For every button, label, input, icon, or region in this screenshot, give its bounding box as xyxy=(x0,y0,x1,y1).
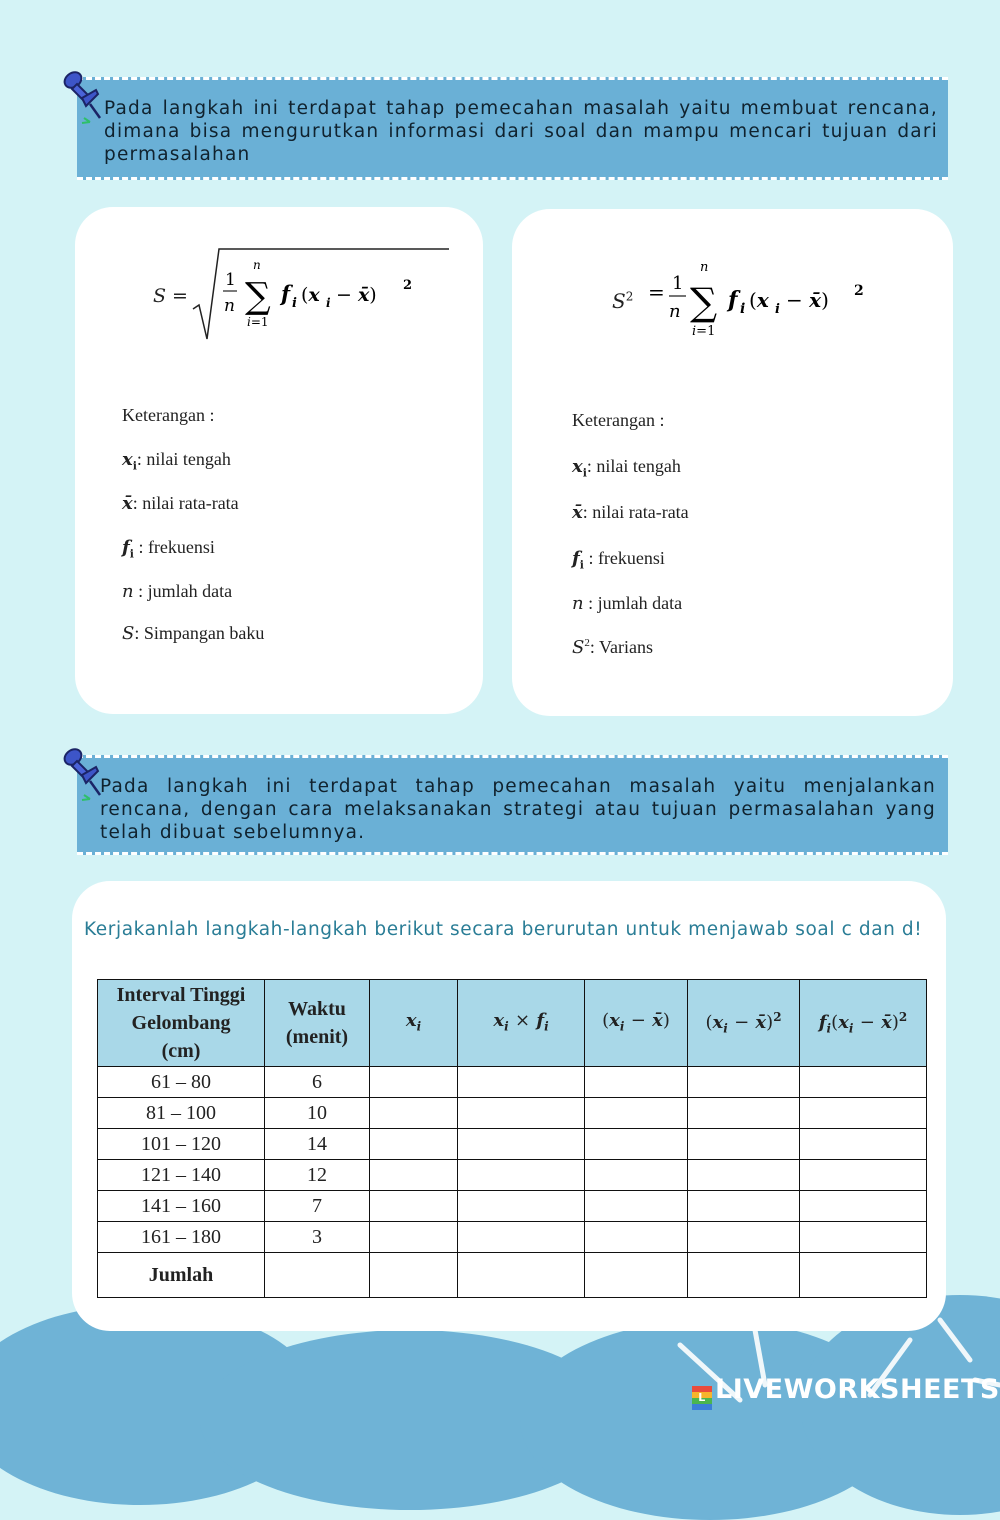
variance-formula-lhs: $S^2$ xyxy=(612,289,634,313)
legend-s: S: Simpangan baku xyxy=(122,623,265,644)
header-deviation-squared: ($x_i$ − x̄)$^2$ xyxy=(688,980,800,1067)
fi-deviation-squared-input-cell[interactable] xyxy=(800,1129,927,1160)
svg-text:(x: (x xyxy=(301,284,320,306)
fi-deviation-squared-input-cell[interactable] xyxy=(800,1191,927,1222)
xi-fi-input-cell[interactable] xyxy=(458,1191,585,1222)
svg-text:n: n xyxy=(224,296,235,316)
table-row xyxy=(98,1191,927,1222)
execute-banner-text: Pada langkah ini terdapat tahap pemecahan masalah yaitu menjalankan rencana, dengan cara melaksanakan strategi atau tujuan permasalahan yang telah dibuat sebelumnya. xyxy=(100,776,936,843)
legend-xi: $x_i$: nilai tengah xyxy=(122,449,231,473)
svg-text:=: = xyxy=(648,280,665,304)
xi-fi-input-cell[interactable] xyxy=(458,1129,585,1160)
variance-formula xyxy=(612,255,912,345)
total-waktu-input-cell[interactable] xyxy=(265,1253,370,1298)
xi-fi-input-cell[interactable] xyxy=(458,1160,585,1191)
header-xi: $x_i$ xyxy=(370,980,458,1067)
interval-cell: 81 – 100 xyxy=(98,1098,265,1129)
std-dev-card xyxy=(75,207,483,714)
deviation-input-cell[interactable] xyxy=(585,1098,688,1129)
std-dev-keterangan xyxy=(122,405,442,665)
deviation-input-cell[interactable] xyxy=(585,1191,688,1222)
waktu-cell: 12 xyxy=(265,1160,370,1191)
deviation-squared-input-cell[interactable] xyxy=(688,1129,800,1160)
svg-text:− x̄): − x̄) xyxy=(336,284,377,306)
svg-text:n: n xyxy=(253,258,261,272)
keterangan-title: Keterangan : xyxy=(572,410,665,430)
table-row xyxy=(98,1067,927,1098)
std-dev-formula-lhs: S = xyxy=(153,285,188,307)
table-total-row xyxy=(98,1253,927,1298)
pushpin-icon xyxy=(60,68,104,126)
svg-text:i: i xyxy=(326,296,331,310)
legend-n: n : jumlah data xyxy=(122,581,233,602)
frequency-table xyxy=(97,979,927,1298)
total-deviation-squared-input-cell[interactable] xyxy=(688,1253,800,1298)
svg-text:1: 1 xyxy=(225,270,236,290)
interval-cell: 121 – 140 xyxy=(98,1160,265,1191)
waktu-cell: 7 xyxy=(265,1191,370,1222)
total-label: Jumlah xyxy=(98,1253,265,1298)
legend-fi: $f_i$ : frekuensi xyxy=(572,548,665,572)
legend-xbar: x̄: nilai rata-rata xyxy=(572,502,689,523)
deviation-squared-input-cell[interactable] xyxy=(688,1067,800,1098)
deviation-input-cell[interactable] xyxy=(585,1067,688,1098)
svg-text:1: 1 xyxy=(672,273,684,294)
deviation-squared-input-cell[interactable] xyxy=(688,1222,800,1253)
plan-banner xyxy=(77,77,948,180)
table-header-row xyxy=(98,980,927,1067)
xi-fi-input-cell[interactable] xyxy=(458,1098,585,1129)
total-xi-input-cell[interactable] xyxy=(370,1253,458,1298)
legend-fi: $f_i$ : frekuensi xyxy=(122,537,215,561)
interval-cell: 61 – 80 xyxy=(98,1067,265,1098)
svg-text:f: f xyxy=(281,281,291,306)
xi-input-cell[interactable] xyxy=(370,1191,458,1222)
table-row xyxy=(98,1222,927,1253)
svg-text:n: n xyxy=(669,301,681,322)
table-row xyxy=(98,1160,927,1191)
svg-text:2: 2 xyxy=(854,283,864,299)
table-row xyxy=(98,1098,927,1129)
header-waktu: Waktu (menit) xyxy=(265,980,370,1067)
interval-cell: 141 – 160 xyxy=(98,1191,265,1222)
svg-text:− x̄): − x̄) xyxy=(786,288,829,312)
fi-deviation-squared-input-cell[interactable] xyxy=(800,1098,927,1129)
interval-cell: 101 – 120 xyxy=(98,1129,265,1160)
variance-sum-expression xyxy=(644,255,904,345)
deviation-input-cell[interactable] xyxy=(585,1129,688,1160)
waktu-cell: 10 xyxy=(265,1098,370,1129)
instruction-text: Kerjakanlah langkah-langkah berikut secara berurutan untuk menjawab soal c dan d! xyxy=(84,919,923,940)
xi-input-cell[interactable] xyxy=(370,1067,458,1098)
variance-keterangan xyxy=(572,410,912,670)
deviation-input-cell[interactable] xyxy=(585,1222,688,1253)
liveworksheets-logo[interactable] xyxy=(692,1374,1000,1410)
waktu-cell: 6 xyxy=(265,1067,370,1098)
sqrt-symbol-icon xyxy=(191,247,451,347)
header-fi-deviation-squared: $f_i(x_i$ − x̄)$^2$ xyxy=(800,980,927,1067)
svg-text:f: f xyxy=(728,287,738,313)
std-dev-formula xyxy=(153,247,453,347)
header-interval: Interval Tinggi Gelombang (cm) xyxy=(98,980,265,1067)
svg-text:∑: ∑ xyxy=(245,276,271,317)
interval-cell: 161 – 180 xyxy=(98,1222,265,1253)
total-deviation-input-cell[interactable] xyxy=(585,1253,688,1298)
fi-deviation-squared-input-cell[interactable] xyxy=(800,1222,927,1253)
xi-fi-input-cell[interactable] xyxy=(458,1067,585,1098)
svg-text:∑: ∑ xyxy=(690,280,718,324)
header-xi-times-fi: $x_i \times f_i$ xyxy=(458,980,585,1067)
svg-text:i=1: i=1 xyxy=(692,324,716,339)
liveworksheets-logo-text: LIVEWORKSHEETS xyxy=(715,1374,1000,1405)
deviation-squared-input-cell[interactable] xyxy=(688,1160,800,1191)
xi-input-cell[interactable] xyxy=(370,1160,458,1191)
xi-fi-input-cell[interactable] xyxy=(458,1222,585,1253)
total-xi-fi-input-cell[interactable] xyxy=(458,1253,585,1298)
legend-xbar: x̄: nilai rata-rata xyxy=(122,493,239,514)
table-row xyxy=(98,1129,927,1160)
svg-text:2: 2 xyxy=(403,278,413,293)
plan-banner-text: Pada langkah ini terdapat tahap pemecahan masalah yaitu membuat rencana, dimana bisa mengurutkan informasi dari soal dan mampu mencari tujuan dari permasalahan xyxy=(104,98,938,165)
pushpin-icon xyxy=(60,745,104,803)
legend-n: n : jumlah data xyxy=(572,593,683,614)
deviation-input-cell[interactable] xyxy=(585,1160,688,1191)
total-fi-deviation-squared-input-cell[interactable] xyxy=(800,1253,927,1298)
deviation-squared-input-cell[interactable] xyxy=(688,1098,800,1129)
keterangan-title: Keterangan : xyxy=(122,405,215,425)
svg-text:i=1: i=1 xyxy=(247,315,269,329)
svg-text:i: i xyxy=(292,296,297,311)
deviation-squared-input-cell[interactable] xyxy=(688,1191,800,1222)
variance-card xyxy=(512,209,953,716)
legend-xi: $x_i$: nilai tengah xyxy=(572,456,681,480)
svg-text:i: i xyxy=(740,301,746,317)
svg-text:(x: (x xyxy=(749,288,769,312)
xi-input-cell[interactable] xyxy=(370,1129,458,1160)
header-deviation: ($x_i$ − x̄) xyxy=(585,980,688,1067)
fi-deviation-squared-input-cell[interactable] xyxy=(800,1160,927,1191)
execute-banner xyxy=(77,755,948,855)
waktu-cell: 14 xyxy=(265,1129,370,1160)
svg-text:n: n xyxy=(700,260,709,275)
xi-input-cell[interactable] xyxy=(370,1098,458,1129)
xi-input-cell[interactable] xyxy=(370,1222,458,1253)
legend-s2: $S^2$: Varians xyxy=(572,637,654,658)
liveworksheets-logo-mark: L xyxy=(692,1386,712,1410)
svg-text:i: i xyxy=(775,302,780,317)
fi-deviation-squared-input-cell[interactable] xyxy=(800,1067,927,1098)
waktu-cell: 3 xyxy=(265,1222,370,1253)
